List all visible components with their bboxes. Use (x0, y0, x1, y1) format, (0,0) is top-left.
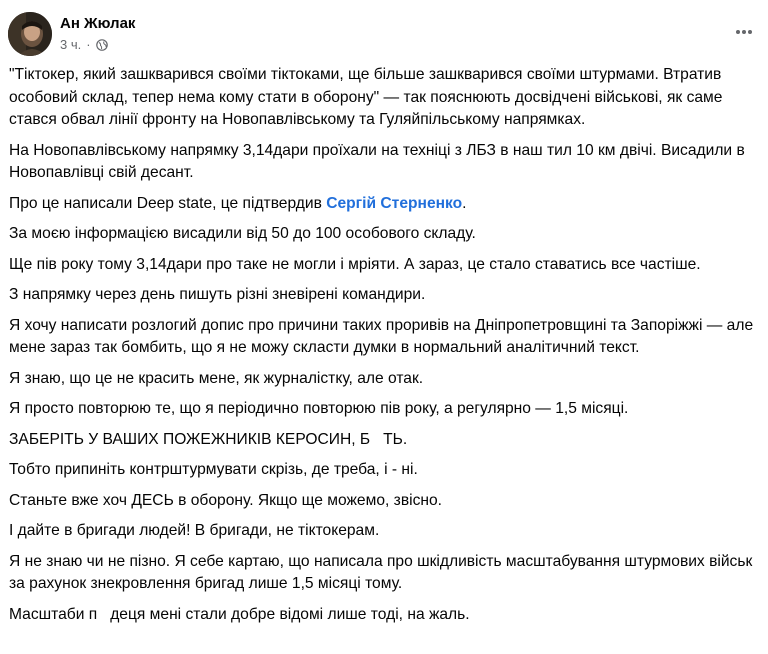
post-paragraph: З напрямку через день пишуть різні зневірені командири. (9, 286, 426, 303)
post-paragraph: Я знаю, що це не красить мене, як журналістку, але отак. (9, 369, 424, 387)
paragraph-text: ЗАБЕРІТЬ У ВАШИХ ПОЖЕЖНИКІВ КЕРОСИН, Б (9, 430, 371, 448)
paragraph-text: ТЬ. (383, 430, 408, 448)
post-paragraph: Станьте вже хоч ДЕСЬ в оборону. Якщо ще можемо, звісно. (9, 491, 442, 509)
post-paragraph (9, 193, 756, 216)
post-paragraph (9, 604, 756, 627)
post-paragraph (9, 429, 756, 452)
post-meta (60, 37, 108, 53)
censor-block (370, 432, 383, 446)
meta-separator: · (86, 37, 91, 52)
post-paragraph: Я не знаю чи не пізно. Я себе картаю, що написала про шкідливість масштабування штурмових військ за рахунок знекровлення бригад лише 1,5 місяці тому. (9, 552, 753, 592)
avatar-photo (8, 12, 52, 56)
post-paragraph: "Тіктокер, який зашкварився своїми тіктоками, ще більше зашкварився своїми штурмами. Втратив особовий склад, тепер нема кому стати в оборону" — так пояснюють досвідчені військові, як саме стався обвал лінії фронту на Новопавлівському та Гуляйпільському напрямках. (9, 66, 723, 128)
censor-block (97, 607, 110, 621)
post-timestamp[interactable]: 3 ч. (60, 37, 82, 52)
more-options-button[interactable] (730, 22, 758, 42)
post-paragraph: Ще пів року тому 3,14дари про таке не могли і мріяти. А зараз, це стало ставатись все частіше. (9, 255, 701, 273)
more-dots-icon (734, 29, 754, 35)
avatar[interactable] (8, 12, 52, 56)
paragraph-text: деця мені стали добре відомі лише тоді, на жаль. (110, 605, 470, 623)
post-header (8, 10, 758, 60)
mention-link[interactable]: Сергій Стерненко (326, 194, 463, 212)
post-body (9, 64, 756, 634)
author-name[interactable]: Ан Жюлак (60, 15, 136, 32)
paragraph-text: Масштаби п (9, 605, 98, 623)
post-paragraph: І дайте в бригади людей! В бригади, не тіктокерам. (9, 522, 380, 539)
post-paragraph: Я хочу написати розлогий допис про причини таких проривів на Дніпропетровщині та Запоріжжі — але мене зараз так бомбить, що я не можу скласти думки в нормальний аналітичний текст. (9, 316, 754, 356)
globe-icon[interactable] (96, 39, 108, 51)
post-paragraph: Я просто повторюю те, що я періодично повторюю пів року, а регулярно — 1,5 місяці. (9, 400, 629, 417)
post-paragraph: За моєю інформацією висадили від 50 до 100 особового складу. (9, 225, 476, 242)
paragraph-text: Про це написали Deep state, це підтвердив (9, 194, 327, 212)
paragraph-text: . (462, 194, 467, 212)
post-paragraph: На Новопавлівському напрямку 3,14дари проїхали на техніці з ЛБЗ в наш тил 10 км двічі. Висадили в Новопавлівці свій десант. (9, 141, 745, 181)
post-paragraph: Тобто припиніть контрштурмувати скрізь, де треба, і - ні. (9, 461, 418, 478)
